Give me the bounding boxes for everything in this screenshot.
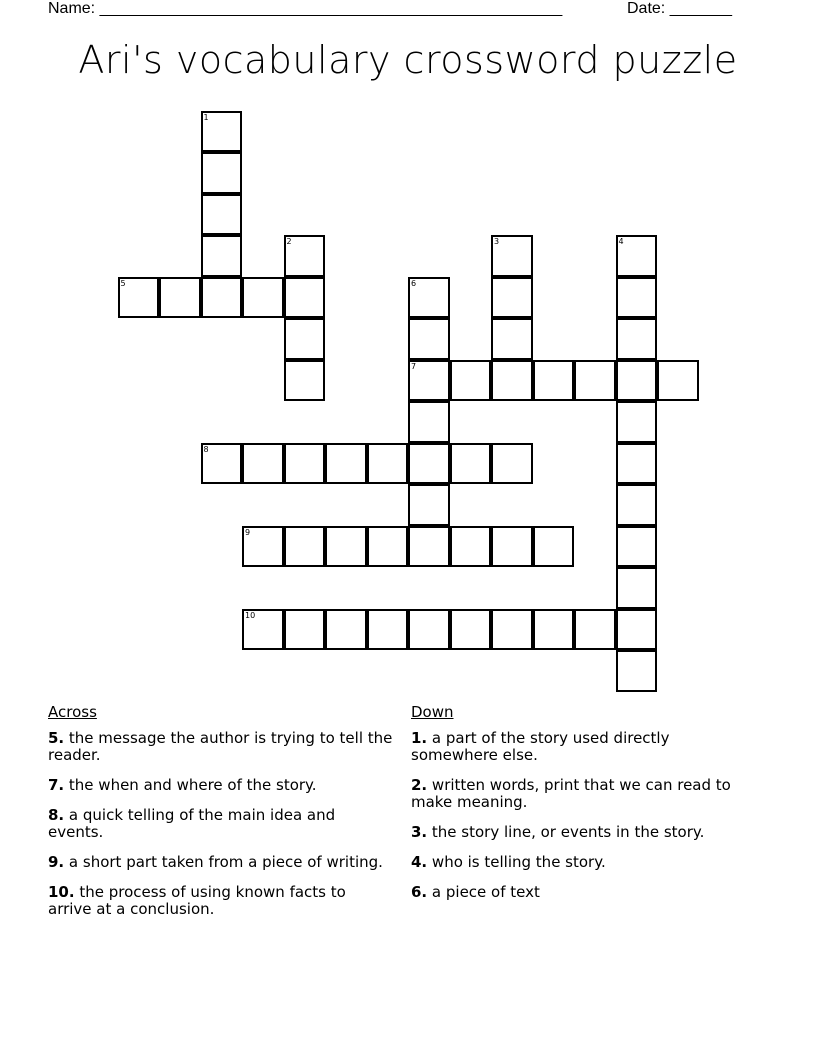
grid-cell[interactable] — [616, 277, 658, 319]
clue-number: 2. — [411, 776, 428, 794]
grid-cell[interactable] — [242, 526, 284, 568]
cell-number: 8 — [203, 444, 209, 454]
down-clue — [411, 884, 761, 901]
cell-number: 5 — [120, 278, 126, 288]
grid-cell[interactable] — [242, 609, 284, 651]
grid-cell[interactable] — [450, 443, 492, 485]
grid-cell[interactable] — [118, 277, 160, 319]
clue-text: a quick telling of the main idea and events. — [48, 806, 336, 841]
grid-cell[interactable] — [408, 443, 450, 485]
clue-text: the process of using known facts to arrive at a conclusion. — [48, 883, 346, 918]
grid-cell[interactable] — [574, 360, 616, 402]
grid-cell[interactable] — [491, 318, 533, 360]
down-heading: Down — [411, 703, 454, 721]
grid-cell[interactable] — [201, 235, 243, 277]
grid-cell[interactable] — [284, 360, 326, 402]
clue-text: a part of the story used directly somewhere else. — [411, 729, 670, 764]
cell-number: 4 — [618, 237, 624, 246]
grid-cell[interactable] — [657, 360, 699, 402]
grid-cell[interactable] — [284, 318, 326, 360]
grid-cell[interactable] — [616, 401, 658, 443]
grid-cell[interactable] — [242, 277, 284, 319]
clue-text: who is telling the story. — [431, 853, 606, 871]
clue-number: 6. — [411, 883, 428, 901]
grid-cell[interactable] — [616, 526, 658, 568]
grid-cell[interactable] — [284, 609, 326, 651]
down-clue — [411, 854, 761, 871]
cell-number: 10 — [245, 610, 256, 620]
cell-number: 6 — [411, 278, 417, 288]
grid-cell[interactable] — [450, 609, 492, 651]
grid-cell[interactable] — [201, 194, 243, 236]
clue-text: the message the author is trying to tell the reader. — [48, 729, 393, 764]
grid-cell[interactable] — [159, 277, 201, 319]
grid-cell[interactable] — [284, 235, 326, 277]
grid-cell[interactable] — [616, 650, 658, 692]
grid-cell[interactable] — [616, 567, 658, 609]
clue-number: 8. — [48, 806, 65, 824]
across-clue — [48, 807, 393, 841]
date-field: Date: _______ — [627, 0, 732, 17]
down-clue — [411, 730, 761, 764]
down-clues — [411, 704, 761, 914]
grid-cell[interactable] — [491, 360, 533, 402]
grid-cell[interactable] — [408, 484, 450, 526]
grid-cell[interactable] — [616, 360, 658, 402]
clue-number: 5. — [48, 729, 65, 747]
grid-cell[interactable] — [408, 609, 450, 651]
grid-cell[interactable] — [491, 235, 533, 277]
grid-cell[interactable] — [408, 401, 450, 443]
clue-text: the story line, or events in the story. — [431, 823, 705, 841]
clue-number: 1. — [411, 729, 428, 747]
down-clue — [411, 824, 761, 841]
across-heading: Across — [48, 703, 97, 721]
grid-cell[interactable] — [367, 526, 409, 568]
grid-cell[interactable] — [533, 360, 575, 402]
page-title: Ari's vocabulary crossword puzzle — [78, 38, 738, 82]
grid-cell[interactable] — [616, 443, 658, 485]
down-clue — [411, 777, 761, 811]
across-clue — [48, 730, 393, 764]
cell-number: 9 — [245, 527, 251, 537]
across-clue — [48, 854, 393, 871]
grid-cell[interactable] — [491, 609, 533, 651]
grid-cell[interactable] — [408, 318, 450, 360]
grid-cell[interactable] — [201, 277, 243, 319]
name-field: Name: ____________________________________________________ — [48, 0, 563, 17]
across-clue-list — [48, 730, 393, 918]
grid-cell[interactable] — [201, 111, 243, 153]
across-clue — [48, 884, 393, 918]
grid-cell[interactable] — [367, 609, 409, 651]
clue-number: 9. — [48, 853, 65, 871]
down-clue-list — [411, 730, 761, 901]
grid-cell[interactable] — [408, 360, 450, 402]
clue-text: written words, print that we can read to make meaning. — [411, 776, 731, 811]
grid-cell[interactable] — [491, 277, 533, 319]
grid-cell[interactable] — [408, 526, 450, 568]
grid-cell[interactable] — [616, 235, 658, 277]
clue-number: 3. — [411, 823, 428, 841]
grid-cell[interactable] — [201, 443, 243, 485]
cell-number: 7 — [411, 361, 417, 371]
grid-cell[interactable] — [616, 318, 658, 360]
cell-number: 3 — [494, 237, 500, 246]
grid-cell[interactable] — [284, 526, 326, 568]
grid-cell[interactable] — [408, 277, 450, 319]
grid-cell[interactable] — [367, 443, 409, 485]
grid-cell[interactable] — [325, 609, 367, 651]
clue-text: a short part taken from a piece of writing. — [68, 853, 383, 871]
grid-cell[interactable] — [574, 609, 616, 651]
grid-cell[interactable] — [201, 152, 243, 194]
grid-cell[interactable] — [450, 360, 492, 402]
cell-number: 1 — [203, 112, 209, 122]
grid-cell[interactable] — [533, 526, 575, 568]
clue-number: 4. — [411, 853, 428, 871]
grid-cell[interactable] — [242, 443, 284, 485]
grid-cell[interactable] — [616, 484, 658, 526]
across-clues — [48, 704, 393, 931]
grid-cell[interactable] — [450, 526, 492, 568]
clue-number: 10. — [48, 883, 75, 901]
grid-cell[interactable] — [533, 609, 575, 651]
clue-text: a piece of text — [431, 883, 540, 901]
grid-cell[interactable] — [325, 443, 367, 485]
grid-cell[interactable] — [284, 277, 326, 319]
across-clue — [48, 777, 393, 794]
clue-text: the when and where of the story. — [68, 776, 317, 794]
grid-cell[interactable] — [491, 526, 533, 568]
clue-number: 7. — [48, 776, 65, 794]
grid-cell[interactable] — [284, 443, 326, 485]
grid-cell[interactable] — [616, 609, 658, 651]
grid-cell[interactable] — [491, 443, 533, 485]
cell-number: 2 — [286, 237, 292, 246]
grid-cell[interactable] — [325, 526, 367, 568]
